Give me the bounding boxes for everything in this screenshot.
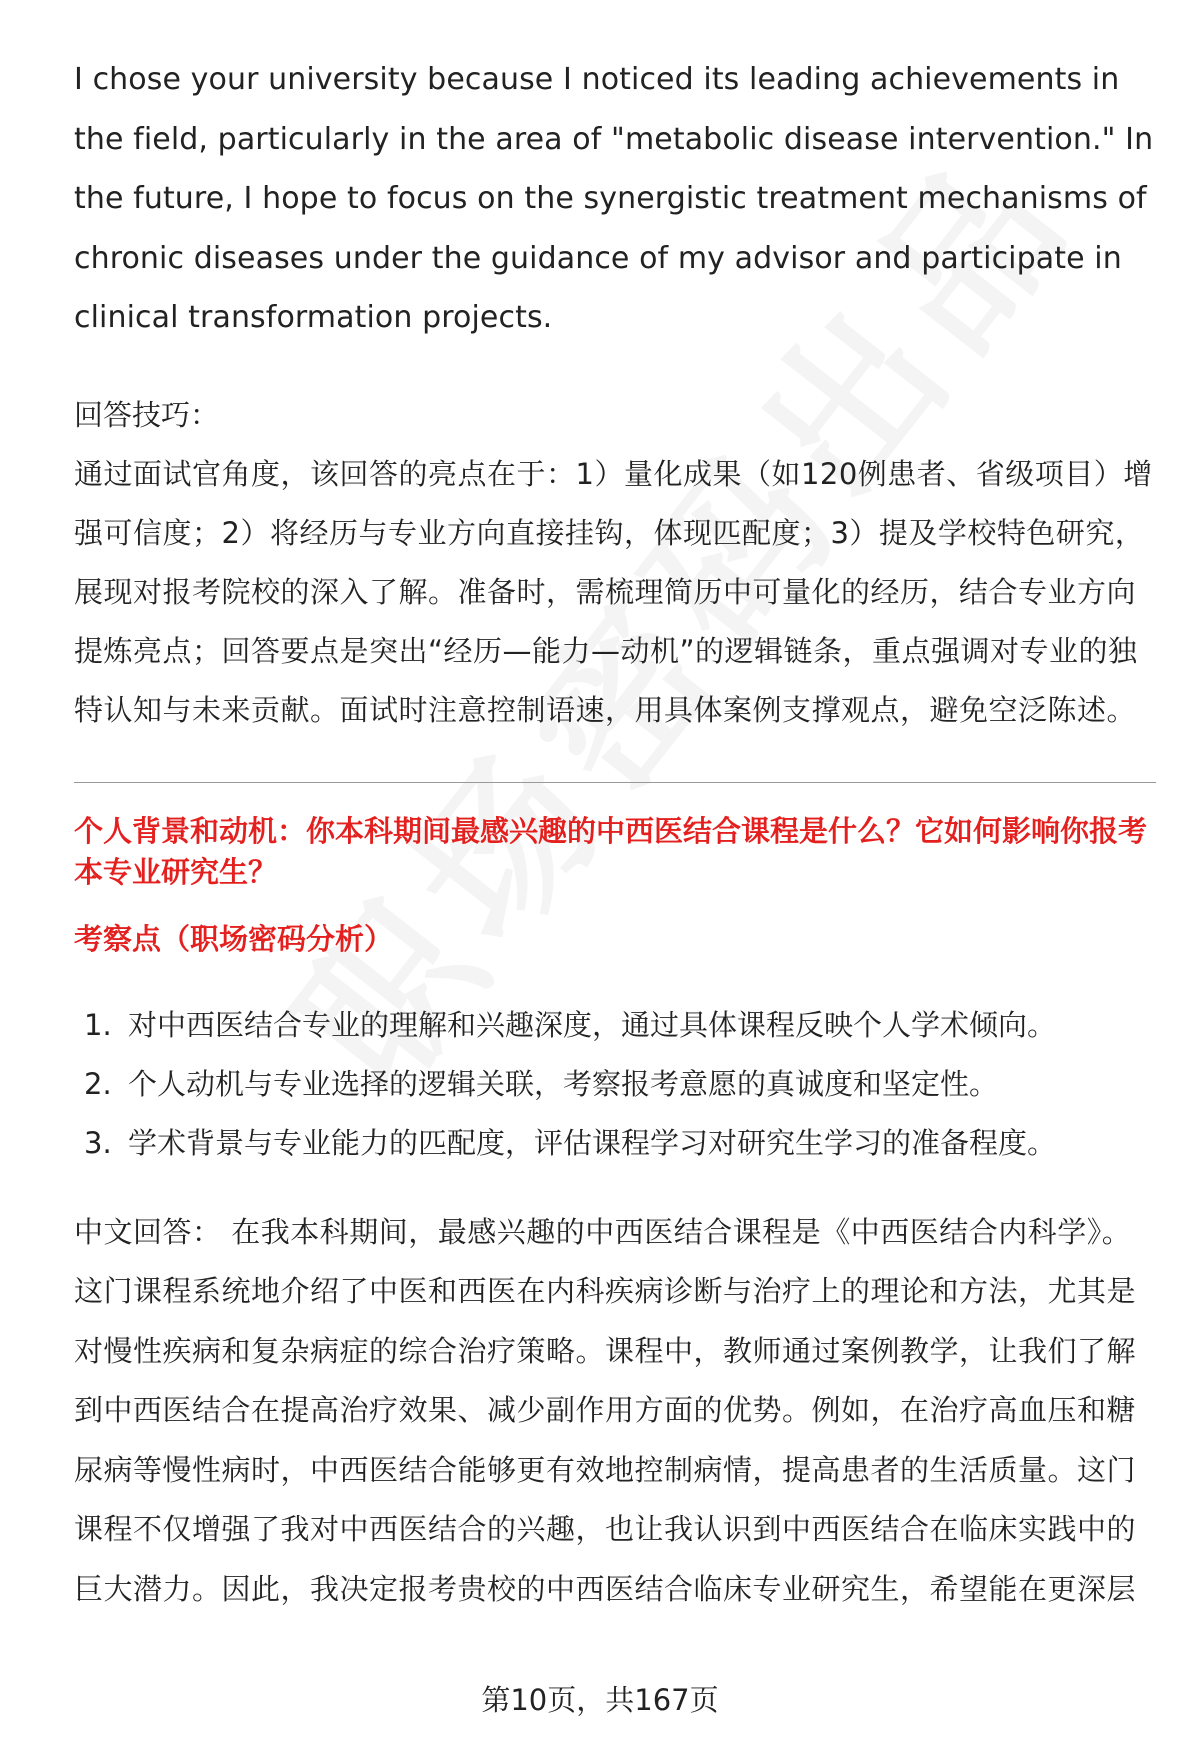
list-text: 学术背景与专业能力的匹配度，评估课程学习对研究生学习的准备程度。 [128,1125,1057,1160]
answer-text: 在我本科期间，最感兴趣的中西医结合课程是《中西医结合内科学》。这门课程系统地介绍了中医和西医在内科疾病诊断与治疗上的理论和方法，尤其是对慢性疾病和复杂病症的综合治疗策略。课程中，教师通过案例教学，让我们了解到中西医结合在提高治疗效果、减少副作用方面的优势。例如，在治疗高血压和糖尿病等慢性病时，中西医结合能够更有效地控制病情，提高患者的生活质量。这门课程不仅增强了我对中西医结合的兴趣，也让我认识到中西医结合在临床实践中的巨大潜力。因此，我决定报考贵校的中西医结合临床专业研究生，希望能在更深层 [74,1214,1137,1606]
list-number: 1. [84,1007,112,1042]
tips-label: 回答技巧： [74,397,220,432]
page-number: 第10页，共167页 [481,1683,719,1717]
list-text: 个人动机与专业选择的逻辑关联，考察报考意愿的真诚度和坚定性。 [128,1066,999,1101]
question-title: 个人背景和动机：你本科期间最感兴趣的中西医结合课程是什么？它如何影响你报考本专业研究生？ [74,813,1148,889]
intro-paragraph: I chose your university because I noticed its leading achievements in the field, particularly in the area of "metabolic disease intervention." In the future, I hope to focus on the synergistic treatment mechanisms of chronic diseases under the guidance of my advisor and participate in clinical transformation projects. [74,62,1154,335]
list-number: 2. [84,1066,112,1101]
answer-paragraph [74,1203,1156,1620]
document-page [74,50,1156,1619]
assessment-subtitle: 考察点（职场密码分析） [74,921,394,956]
list-item [74,1114,1156,1173]
section-divider [74,782,1156,783]
list-item [74,996,1156,1055]
list-number: 3. [84,1125,112,1160]
tips-text: 通过面试官角度，该回答的亮点在于：1）量化成果（如120例患者、省级项目）增强可信度；2）将经历与专业方向直接挂钩，体现匹配度；3）提及学校特色研究，展现对报考院校的深入了解。准备时，需梳理简历中可量化的经历，结合专业方向提炼亮点；回答要点是突出“经历—能力—动机”的逻辑链条，重点强调对专业的独特认知与未来贡献。面试时注意控制语速，用具体案例支撑观点，避免空泛陈述。 [74,456,1153,727]
answer-label: 中文回答： [74,1214,222,1249]
assessment-points-list [74,996,1156,1173]
list-item [74,1055,1156,1114]
list-text: 对中西医结合专业的理解和兴趣深度，通过具体课程反映个人学术倾向。 [128,1007,1057,1042]
